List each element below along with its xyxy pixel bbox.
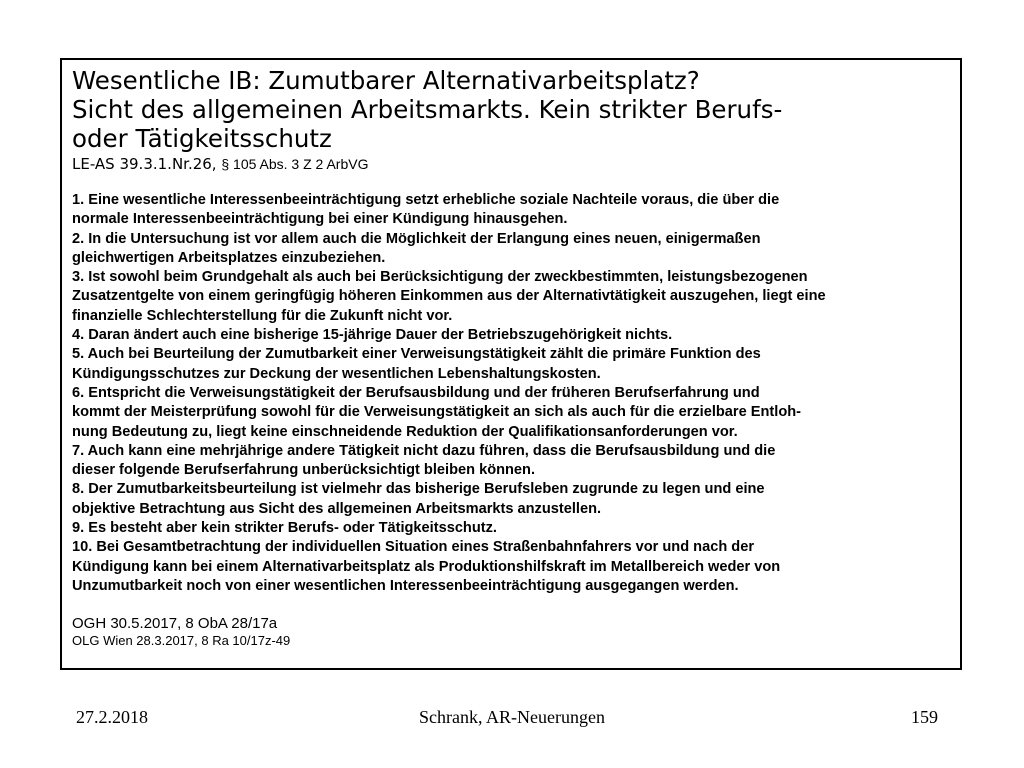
point-line: 5. Auch bei Beurteilung der Zumutbarkeit einer Verweisungstätigkeit zählt die primäre Funktion des [72, 346, 761, 363]
slide-title [72, 66, 950, 153]
point-line: normale Interessenbeeinträchtigung bei einer Kündigung hinausgehen. [72, 211, 568, 228]
legal-reference [72, 155, 950, 173]
point-line: 10. Bei Gesamtbetrachtung der individuellen Situation eines Straßenbahnfahrers vor und nach der [72, 539, 755, 556]
citation-sub: OLG Wien 28.3.2017, 8 Ra 10/17z-49 [72, 633, 291, 649]
point-line: dieser folgende Berufserfahrung unberücksichtigt bleiben können. [72, 462, 536, 479]
point-3 [72, 268, 950, 326]
points-list [72, 191, 950, 596]
footer-author: Schrank, AR-Neuerungen [419, 707, 605, 727]
point-line: 8. Der Zumutbarkeitsbeurteilung ist vielmehr das bisherige Berufsleben zugrunde zu legen und eine [72, 481, 765, 498]
point-line: 1. Eine wesentliche Interessenbeeinträchtigung setzt erhebliche soziale Nachteile voraus, die über die [72, 192, 780, 208]
point-line: 2. In die Untersuchung ist vor allem auch die Möglichkeit der Erlangung eines neuen, einigermaßen [72, 230, 761, 247]
point-8 [72, 480, 950, 519]
point-2 [72, 230, 950, 269]
point-line: Unzumutbarkeit noch von einer wesentlichen Interessenbeeinträchtigung ausgegangen werden. [72, 577, 739, 594]
point-line: 7. Auch kann eine mehrjährige andere Tätigkeit nicht dazu führen, dass die Berufsausbildung und die [72, 442, 776, 459]
point-line: 3. Ist sowohl beim Grundgehalt als auch bei Berücksichtigung der zweckbestimmten, leistungsbezogenen [72, 269, 808, 286]
page-number: 159 [911, 707, 938, 727]
point-6 [72, 384, 950, 442]
point-line: Kündigungsschutzes zur Deckung der wesentlichen Lebenshaltungskosten. [72, 365, 601, 382]
point-line: gleichwertigen Arbeitsplatzes einzubeziehen. [72, 249, 386, 266]
point-line: 9. Es besteht aber kein strikter Berufs- oder Tätigkeitsschutz. [72, 520, 497, 537]
footer-date: 27.2.2018 [76, 707, 148, 727]
point-line: nung Bedeutung zu, liegt keine einschneidende Reduktion der Qualifikationsanforderungen vor. [72, 423, 738, 440]
point-4 [72, 326, 950, 345]
point-7 [72, 442, 950, 481]
title-line-2: Sicht des allgemeinen Arbeitsmarkts. Kein strikter Berufs- [72, 95, 783, 124]
reference-law: § 105 Abs. 3 Z 2 ArbVG [221, 156, 369, 172]
slide-footer [0, 707, 1024, 731]
point-line: 4. Daran ändert auch eine bisherige 15-jährige Dauer der Betriebszugehörigkeit nichts. [72, 327, 673, 344]
point-line: finanzielle Schlechterstellung für die Zukunft nicht vor. [72, 307, 453, 324]
point-10 [72, 538, 950, 596]
point-9 [72, 519, 950, 538]
title-line-1: Wesentliche IB: Zumutbarer Alternativarbeitsplatz? [72, 66, 700, 95]
reference-prefix: LE-AS 39.3.1.Nr.26, [72, 155, 217, 173]
point-1 [72, 191, 950, 230]
point-line: Zusatzentgelte von einem geringfügig höheren Einkommen aus der Alternativtätigkeit auszugehen, liegt eine [72, 288, 826, 305]
point-line: Kündigung kann bei einem Alternativarbeitsplatz als Produktionshilfskraft im Metallbereich weder von [72, 558, 781, 575]
point-line: objektive Betrachtung aus Sicht des allgemeinen Arbeitsmarkts anzustellen. [72, 500, 602, 517]
citation-main: OGH 30.5.2017, 8 ObA 28/17a [72, 615, 278, 633]
content-box [60, 58, 962, 670]
point-line: kommt der Meisterprüfung sowohl für die Verweisungstätigkeit an sich als auch für die erzielbare Entloh- [72, 404, 802, 421]
point-5 [72, 345, 950, 384]
point-line: 6. Entspricht die Verweisungstätigkeit der Berufsausbildung und der früheren Berufserfahrung und [72, 384, 760, 401]
title-line-3: oder Tätigkeitsschutz [72, 124, 332, 153]
case-citation [72, 615, 950, 648]
